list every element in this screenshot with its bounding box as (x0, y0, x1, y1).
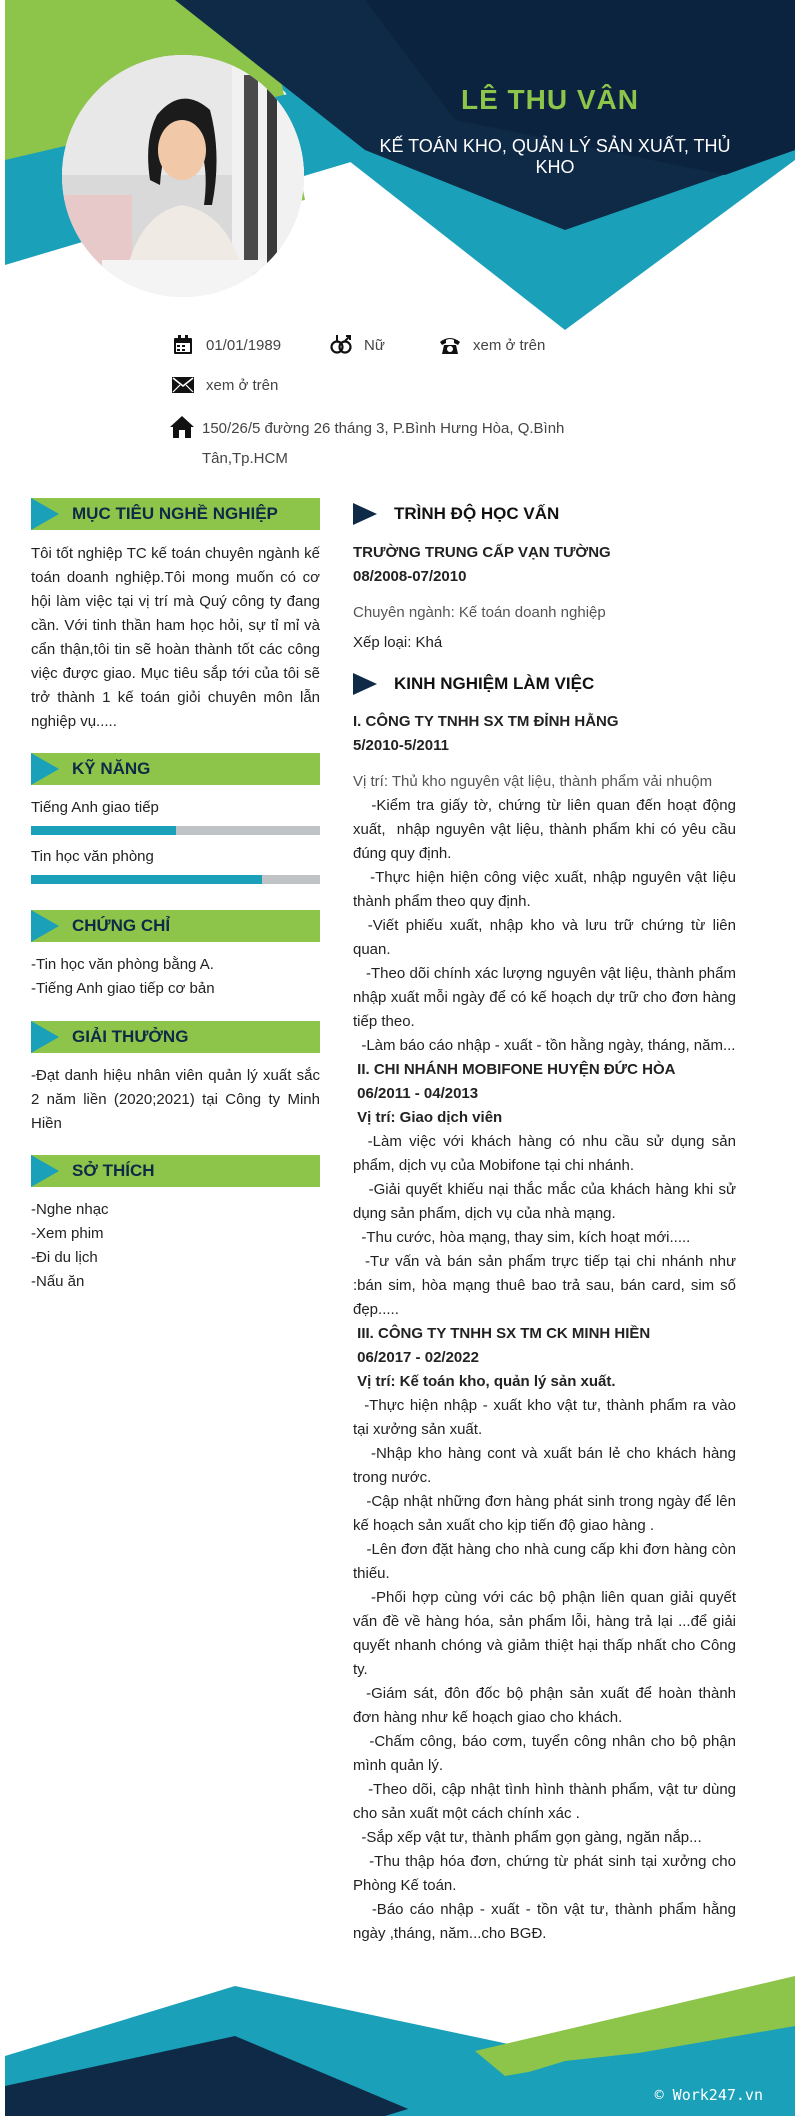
duty-line: -Lên đơn đặt hàng cho nhà cung cấp khi đơn hàng còn thiếu. (353, 1541, 741, 1582)
duty-line: -Viết phiếu xuất, nhập kho và lưu trữ chứng từ liên quan. (353, 917, 741, 958)
list-item: -Nấu ăn (31, 1273, 85, 1290)
duty-line: -Thu thập hóa đơn, chứng từ phát sinh tại xưởng cho Phòng Kế toán. (353, 1853, 741, 1894)
duty-line: -Giám sát, đôn đốc bộ phận sản xuất để hoàn thành đơn hàng như kế hoạch giao cho khách. (353, 1685, 741, 1726)
skill-bar (31, 826, 320, 835)
job-company: I. CÔNG TY TNHH SX TM ĐỈNH HẰNG (353, 713, 619, 730)
awards-header (31, 1021, 320, 1053)
email-row (170, 372, 278, 398)
duty-line: -Thực hiện nhập - xuất kho vật tư, thành phẩm ra vào tại xưởng sản xuất. (353, 1397, 741, 1438)
list-item: -Tiếng Anh giao tiếp cơ bản (31, 980, 215, 997)
duty-line: -Nhập kho hàng cont và xuất bán lẻ cho khách hàng trong nước. (353, 1445, 741, 1486)
list-item: -Tin học văn phòng bằng A. (31, 956, 214, 973)
duty-line: -Tư vấn và bán sản phẩm trực tiếp tại chi nhánh như :bán sim, hòa mạng thuê bao trả sau, bán card, sim số đẹp..... (353, 1253, 741, 1318)
education-major: Chuyên ngành: Kế toán doanh nghiệp (353, 604, 606, 621)
objective-text: Tôi tốt nghiệp TC kế toán chuyên ngành kế toán doanh nghiệp.Tôi mong muốn có cơ hội làm việc tại vị trí mà Quý công ty đang cần. Với tinh thần ham học hỏi, sự tỉ mỉ và cẩn thận,tôi tin sẽ hoàn thành tốt các công việc được giao. Mục tiêu sắp tới của tôi sẽ trở thành 1 kế toán giỏi chuyên môn lẫn nghiệp vụ..... (31, 545, 320, 730)
watermark: © Work247.vn (654, 2086, 763, 2104)
triangle-bullet-icon (31, 498, 59, 530)
list-item: -Xem phim (31, 1225, 104, 1242)
skill-bar-fill (31, 826, 176, 835)
duty-line: -Sắp xếp vật tư, thành phẩm gọn gàng, ngăn nắp... (353, 1829, 702, 1846)
awards-title: GIẢI THƯỞNG (72, 1027, 189, 1046)
hobbies-header (31, 1155, 320, 1187)
address-line-1: 150/26/5 đường 26 tháng 3, P.Bình Hưng Hòa, Q.Bình (202, 420, 565, 437)
hobbies-list (31, 1198, 320, 1294)
triangle-bullet-icon (31, 1155, 59, 1187)
job-company: III. CÔNG TY TNHH SX TM CK MINH HIỀN (353, 1325, 651, 1342)
objective-header (31, 498, 320, 530)
experience-title: KINH NGHIỆM LÀM VIỆC (394, 674, 595, 693)
duty-line: -Cập nhật những đơn hàng phát sinh trong ngày để lên kế hoạch sản xuất cho kịp tiến độ giao hàng . (353, 1493, 741, 1534)
job-position: Vị trí: Thủ kho nguyên vật liệu, thành phẩm vải nhuộm (353, 773, 713, 790)
triangle-bullet-icon (31, 910, 59, 942)
education-title: TRÌNH ĐỘ HỌC VẤN (394, 504, 560, 523)
job-company: II. CHI NHÁNH MOBIFONE HUYỆN ĐỨC HÒA (353, 1061, 676, 1078)
education-block (353, 541, 736, 655)
gender-row (328, 332, 385, 358)
skills-header (31, 753, 320, 785)
objective-title: MỤC TIÊU NGHỀ NGHIỆP (72, 504, 278, 523)
candidate-name: LÊ THU VÂN (461, 84, 639, 115)
phone-value: xem ở trên (473, 336, 546, 354)
duty-line: -Thu cước, hòa mạng, thay sim, kích hoạt mới..... (353, 1229, 691, 1246)
school-name: TRƯỜNG TRUNG CẤP VẠN TƯỜNG (353, 544, 611, 561)
address-row (170, 414, 570, 474)
gender-icon (328, 332, 354, 358)
skill-label: Tiếng Anh giao tiếp (31, 799, 159, 816)
duty-line: -Phối hợp cùng với các bộ phận liên quan giải quyết vấn đề về hàng hóa, sản phẩm lỗi, hàng trả lại ...để giải quyết nhanh chóng và giảm thiệt hại thấp nhất cho Công ty. (353, 1589, 741, 1678)
profile-photo (62, 55, 304, 297)
envelope-icon (170, 372, 196, 398)
skill-label: Tin học văn phòng (31, 848, 154, 865)
duty-line: -Báo cáo nhập - xuất - tồn vật tư, thành phẩm hằng ngày ,tháng, năm...cho BGĐ. (353, 1901, 741, 1942)
skill-bar (31, 875, 320, 884)
home-icon (170, 416, 196, 442)
gender-value: Nữ (364, 336, 385, 354)
job-position: Vị trí: Giao dịch viên (353, 1109, 503, 1126)
certificates-title: CHỨNG CHỈ (72, 916, 171, 935)
awards-text: -Đạt danh hiệu nhân viên quản lý xuất sắc 2 năm liền (2020;2021) tại Công ty Minh Hiền (31, 1067, 320, 1132)
duty-line: -Giải quyết khiếu nại thắc mắc của khách hàng khi sử dụng sản phẩm, dịch vụ của nhà mạng. (353, 1181, 741, 1222)
cv-page (5, 0, 795, 2116)
list-item: -Đi du lịch (31, 1249, 98, 1266)
email-value: xem ở trên (206, 376, 279, 394)
calendar-icon (170, 332, 196, 358)
duty-line: -Thực hiện hiện công việc xuất, nhập nguyên vật liệu thành phẩm theo quy định. (353, 869, 741, 910)
triangle-bullet-icon (353, 673, 377, 695)
duty-line: -Kiểm tra giấy tờ, chứng từ liên quan đến hoạt động xuất, nhập nguyên vật liệu, thành phẩm khi có yêu cầu đúng quy định. (353, 797, 741, 862)
phone-icon (437, 332, 463, 358)
birthday-value: 01/01/1989 (206, 336, 282, 354)
skills-title: KỸ NĂNG (72, 759, 151, 778)
duty-line: -Theo dõi, cập nhật tình hình thành phẩm, vật tư dùng cho sản xuất một cách chính xác . (353, 1781, 741, 1822)
job-title: KẾ TOÁN KHO, QUẢN LÝ SẢN XUẤT, THỦ KHO (379, 136, 731, 177)
job-period: 5/2010-5/2011 (353, 737, 449, 754)
list-item: -Nghe nhạc (31, 1201, 109, 1218)
education-period: 08/2008-07/2010 (353, 568, 467, 585)
job-period: 06/2011 - 04/2013 (353, 1085, 479, 1102)
job-position: Vị trí: Kế toán kho, quản lý sản xuất. (353, 1373, 616, 1390)
certificates-list (31, 953, 320, 1001)
duty-line: -Làm báo cáo nhập - xuất - tồn hằng ngày, tháng, năm... (353, 1037, 736, 1054)
triangle-bullet-icon (353, 503, 377, 525)
triangle-bullet-icon (31, 753, 59, 785)
hobbies-title: SỞ THÍCH (72, 1161, 155, 1180)
skill-bar-fill (31, 875, 262, 884)
duty-line: -Chấm công, báo cơm, tuyển công nhân cho bộ phận mình quản lý. (353, 1733, 741, 1774)
birthday-row (170, 332, 281, 358)
education-grade: Xếp loại: Khá (353, 634, 443, 651)
triangle-bullet-icon (31, 1021, 59, 1053)
address-line-2: Tân,Tp.HCM (202, 450, 288, 467)
duty-line: -Làm việc với khách hàng có nhu cầu sử dụng sản phẩm, dịch vụ của Mobifone tại chi nhánh. (353, 1133, 741, 1174)
duty-line: -Theo dõi chính xác lượng nguyên vật liệu, thành phẩm nhập xuất mỗi ngày để có kế hoạch dự trữ cho đơn hàng tiếp theo. (353, 965, 741, 1030)
experience-block (353, 710, 741, 1946)
phone-row (437, 332, 545, 358)
job-period: 06/2017 - 02/2022 (353, 1349, 479, 1366)
certificates-header (31, 910, 320, 942)
